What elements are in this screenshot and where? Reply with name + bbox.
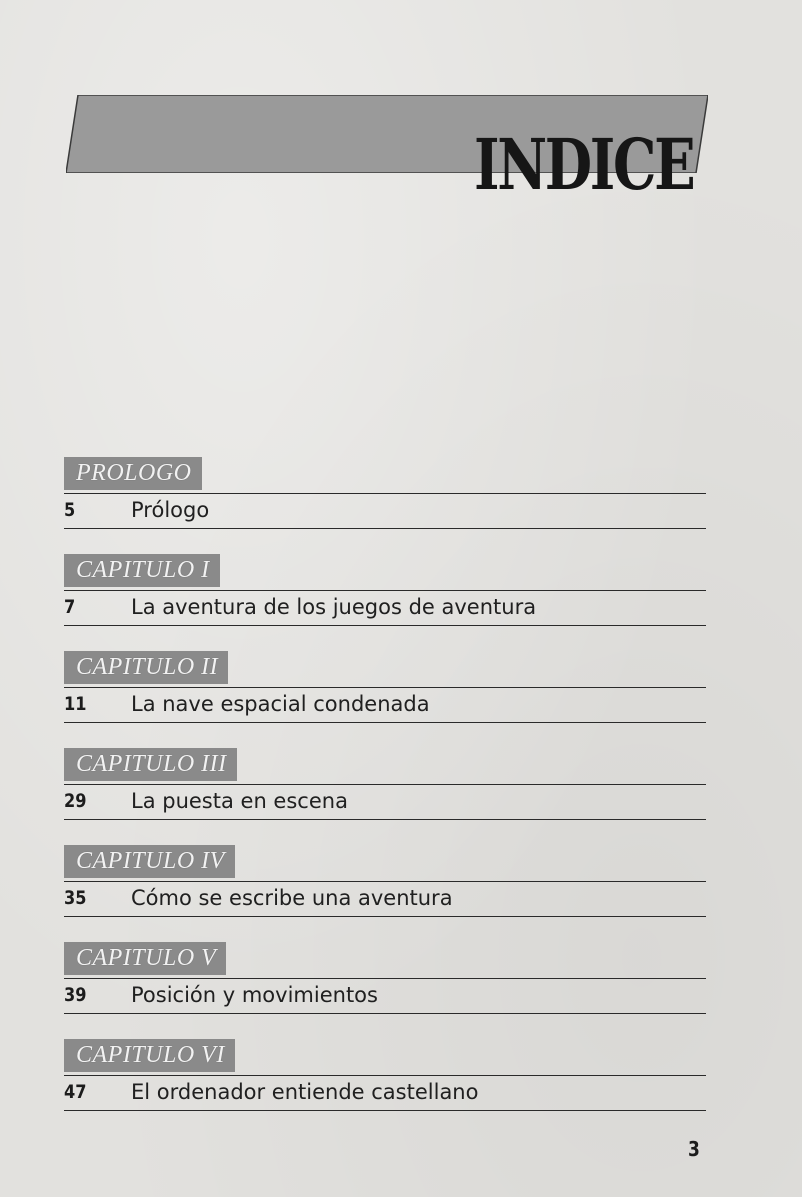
entry-page-number: 29 bbox=[64, 790, 87, 812]
toc-entry[interactable] bbox=[64, 689, 706, 722]
toc-entry[interactable] bbox=[64, 1077, 706, 1110]
entry-page-number: 35 bbox=[64, 887, 87, 909]
toc-entry[interactable] bbox=[64, 495, 706, 528]
divider-rule bbox=[64, 493, 706, 494]
divider-rule bbox=[64, 881, 706, 882]
section-label: CAPITULO VI bbox=[64, 1039, 235, 1072]
divider-rule bbox=[64, 687, 706, 688]
entry-page-number: 5 bbox=[64, 499, 76, 521]
entry-title: Prólogo bbox=[131, 498, 210, 522]
toc-entry[interactable] bbox=[64, 786, 706, 819]
entry-page-number: 7 bbox=[64, 596, 76, 618]
divider-rule bbox=[64, 590, 706, 591]
entry-title: La nave espacial condenada bbox=[131, 692, 430, 716]
entry-page-number: 39 bbox=[64, 984, 87, 1006]
entry-title: La puesta en escena bbox=[131, 789, 348, 813]
entry-page-number: 11 bbox=[64, 693, 87, 715]
page-number: 3 bbox=[688, 1137, 700, 1161]
section-label: CAPITULO I bbox=[64, 554, 220, 587]
divider-rule bbox=[64, 722, 706, 723]
entry-page-number: 47 bbox=[64, 1081, 87, 1103]
divider-rule bbox=[64, 978, 706, 979]
toc-entry[interactable] bbox=[64, 980, 706, 1013]
divider-rule bbox=[64, 528, 706, 529]
entry-title: Posición y movimientos bbox=[131, 983, 378, 1007]
toc-entry[interactable] bbox=[64, 883, 706, 916]
divider-rule bbox=[64, 1013, 706, 1014]
section-label: CAPITULO III bbox=[64, 748, 237, 781]
entry-title: El ordenador entiende castellano bbox=[131, 1080, 479, 1104]
entry-title: La aventura de los juegos de aventura bbox=[131, 595, 537, 619]
divider-rule bbox=[64, 1075, 706, 1076]
divider-rule bbox=[64, 916, 706, 917]
divider-rule bbox=[64, 784, 706, 785]
divider-rule bbox=[64, 819, 706, 820]
section-label: PROLOGO bbox=[64, 457, 202, 490]
toc-entry[interactable] bbox=[64, 592, 706, 625]
divider-rule bbox=[64, 1110, 706, 1111]
entry-title: Cómo se escribe una aventura bbox=[131, 886, 453, 910]
section-label: CAPITULO II bbox=[64, 651, 228, 684]
section-label: CAPITULO V bbox=[64, 942, 226, 975]
page-title: INDICE bbox=[474, 123, 694, 206]
divider-rule bbox=[64, 625, 706, 626]
section-label: CAPITULO IV bbox=[64, 845, 235, 878]
